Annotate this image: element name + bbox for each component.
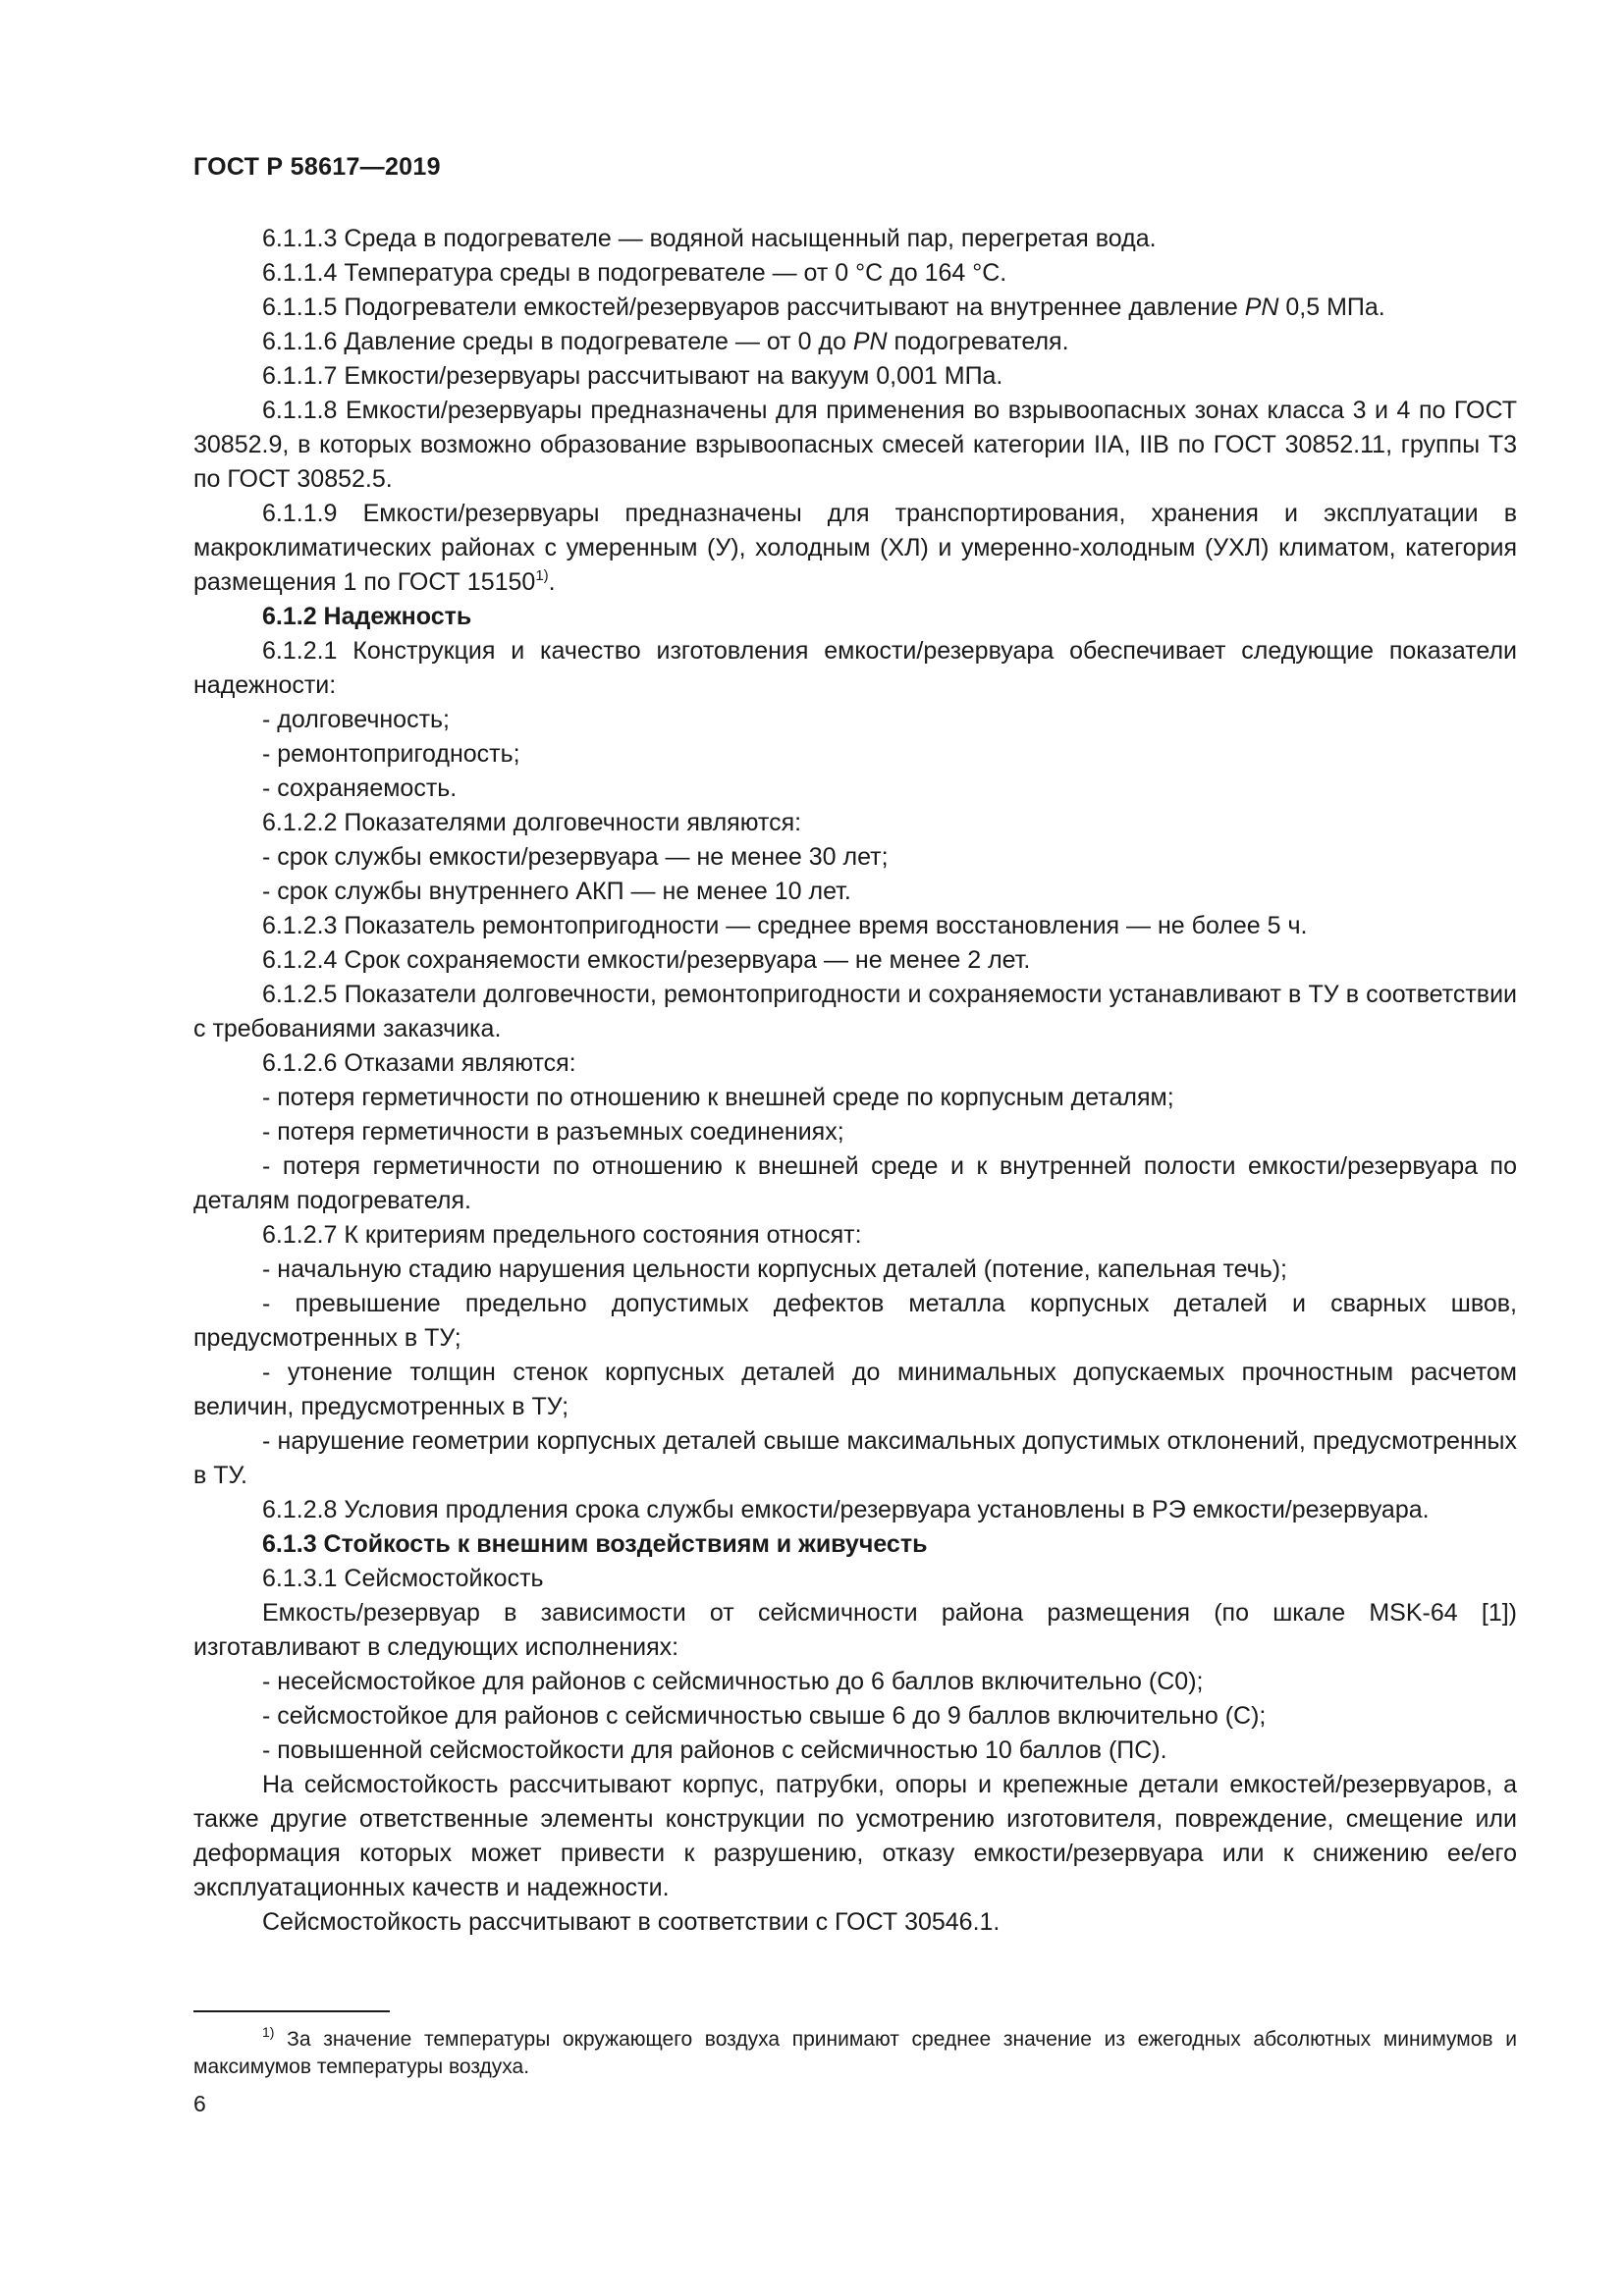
list-item: - начальную стадию нарушения цельности корпусных деталей (потение, капельная течь); [262, 1255, 1288, 1283]
paragraph-6-1-1-8: 6.1.1.8 Емкости/резервуары предназначены для применения во взрывоопасных зонах класса 3 и 4 по ГОСТ 30852.9, в которых возможно образование взрывоопасных смесей категории IIA, IIB по ГОСТ 30852.11, группы Т3 по ГОСТ 30852.5. [193, 397, 1517, 493]
paragraph-6-1-1-9: 6.1.1.9 Емкости/резервуары предназначены для транспортирования, хранения и эксплуатации в макроклиматических районах с умеренным (У), холодным (ХЛ) и умеренно-холодным (УХЛ) климатом, категория размещения 1 по ГОСТ 15150$^{1)}$. [193, 500, 1517, 596]
document-body [193, 222, 1517, 1940]
paragraph-6-1-2-5: 6.1.2.5 Показатели долговечности, ремонтопригодности и сохраняемости устанавливают в ТУ в соответствии с требованиями заказчика. [193, 981, 1517, 1042]
paragraph-6-1-1-7: 6.1.1.7 Емкости/резервуары рассчитывают на вакуум 0,001 МПа. [262, 362, 1003, 390]
list-item: - сейсмостойкое для районов с сейсмичностью свыше 6 до 9 баллов включительно (С); [262, 1702, 1267, 1730]
paragraph-6-1-2-1: 6.1.2.1 Конструкция и качество изготовления емкости/резервуара обеспечивает следующие показатели надежности: [193, 637, 1517, 699]
list-item: - несейсмостойкое для районов с сейсмичностью до 6 баллов включительно (С0); [262, 1668, 1204, 1695]
list-item: - ремонтопригодность; [262, 740, 520, 768]
paragraph-seismic-intro: Емкость/резервуар в зависимости от сейсмичности района размещения (по шкале MSK-64 [1]) изготавливают в следующих исполнениях: [193, 1599, 1517, 1661]
paragraph-seismic-gost: Сейсмостойкость рассчитывают в соответствии с ГОСТ 30546.1. [262, 1908, 1001, 1936]
footnote-divider [193, 2010, 390, 2012]
page-number: 6 [193, 2091, 206, 2116]
paragraph-6-1-1-3: 6.1.1.3 Среда в подогревателе — водяной насыщенный пар, перегретая вода. [262, 225, 1157, 252]
list-item: - превышение предельно допустимых дефектов металла корпусных деталей и сварных швов, предусмотренных в ТУ; [193, 1290, 1517, 1352]
section-heading-6-1-3: 6.1.3 Стойкость к внешним воздействиям и живучесть [262, 1530, 928, 1558]
list-item: - срок службы внутреннего АКП — не менее 10 лет. [262, 878, 851, 905]
list-item: - сохраняемость. [262, 774, 458, 802]
paragraph-6-1-1-4: 6.1.1.4 Температура среды в подогревателе — от 0 °C до 164 °C. [262, 259, 1007, 287]
paragraph-6-1-2-4: 6.1.2.4 Срок сохраняемости емкости/резервуара — не менее 2 лет. [262, 946, 1031, 974]
footnote: $^{1)}$ За значение температуры окружающего воздуха принимают среднее значение из ежегодных абсолютных минимумов и максимумов температуры воздуха. [193, 2024, 1517, 2078]
paragraph-seismic-calculation: На сейсмостойкость рассчитывают корпус, патрубки, опоры и крепежные детали емкостей/резервуаров, а также другие ответственные элементы конструкции по усмотрению изготовителя, повреждение, смещение или деформация которых может привести к разрушению, отказу емкости/резервуара или к снижению ее/его эксплуатационных качеств и надежности. [193, 1771, 1517, 1901]
paragraph-6-1-2-8: 6.1.2.8 Условия продления срока службы емкости/резервуара установлены в РЭ емкости/резервуара. [262, 1496, 1430, 1523]
list-item: - нарушение геометрии корпусных деталей свыше максимальных допустимых отклонений, предусмотренных в ТУ. [193, 1427, 1517, 1489]
paragraph-6-1-2-7: 6.1.2.7 К критериям предельного состояния относят: [262, 1221, 862, 1249]
footnote-reference[interactable]: 1) [535, 567, 549, 584]
list-item: - потеря герметичности в разъемных соединениях; [262, 1118, 844, 1146]
list-item: - потеря герметичности по отношению к внешней среде и к внутренней полости емкости/резервуара по деталям подогревателя. [193, 1152, 1517, 1214]
paragraph-6-1-2-2: 6.1.2.2 Показателями долговечности являются: [262, 809, 802, 836]
list-item: - потеря герметичности по отношению к внешней среде по корпусным деталям; [262, 1084, 1174, 1111]
section-heading-6-1-2: 6.1.2 Надежность [262, 603, 472, 630]
list-item: - срок службы емкости/резервуара — не менее 30 лет; [262, 843, 889, 871]
list-item: - утонение толщин стенок корпусных деталей до минимальных допускаемых прочностным расчетом величин, предусмотренных в ТУ; [193, 1359, 1517, 1420]
list-item: - повышенной сейсмостойкости для районов с сейсмичностью 10 баллов (ПС). [262, 1736, 1167, 1764]
paragraph-6-1-3-1: 6.1.3.1 Сейсмостойкость [262, 1565, 544, 1592]
list-item: - долговечность; [262, 706, 451, 733]
footnote-mark: 1) [262, 2024, 275, 2040]
document-code: ГОСТ Р 58617—2019 [193, 153, 441, 181]
paragraph-6-1-2-3: 6.1.2.3 Показатель ремонтопригодности — среднее время восстановления — не более 5 ч. [262, 912, 1308, 939]
paragraph-6-1-2-6: 6.1.2.6 Отказами являются: [262, 1049, 576, 1077]
paragraph-6-1-1-5: 6.1.1.5 Подогреватели емкостей/резервуаров рассчитывают на внутреннее давление PN 0,5 МПа. [262, 294, 1385, 321]
paragraph-6-1-1-6: 6.1.1.6 Давление среды в подогревателе — от 0 до PN подогревателя. [262, 328, 1069, 355]
